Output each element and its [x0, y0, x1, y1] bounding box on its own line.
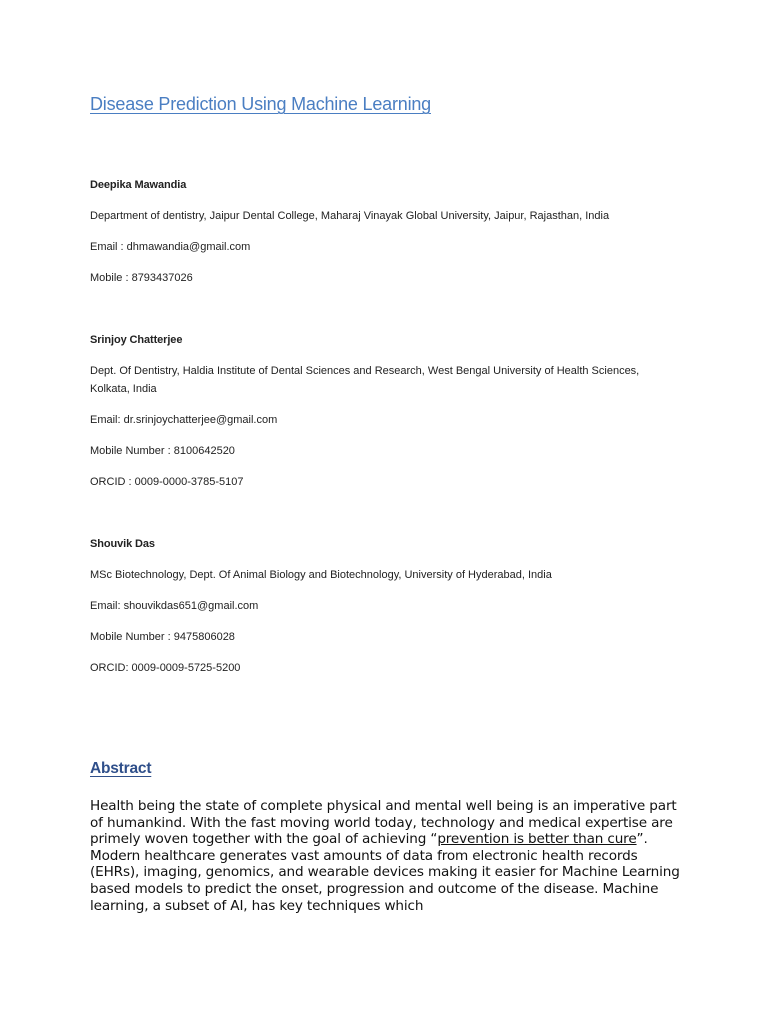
abstract-paragraph — [90, 798, 680, 914]
abstract-quoted-phrase: prevention is better than cure — [437, 831, 637, 848]
author-affiliation: MSc Biotechnology, Dept. Of Animal Biology and Biotechnology, University of Hyderabad, India — [90, 569, 552, 581]
abstract-text-before: Health being the state of complete physical and mental well being is an imperative part of humankind. With the fast moving world today, technology and medical expertise are primely woven together with the goal of achieving “ — [90, 798, 677, 848]
abstract-text-after: ”. Modern healthcare generates vast amounts of data from electronic health records (EHRs), imaging, genomics, and wearable devices making it easier for Machine Learning based models to predict the onset, progression and outcome of the disease. Machine learning, a subset of AI, has key techniques which — [90, 831, 680, 914]
author-affiliation: Dept. Of Dentistry, Haldia Institute of Dental Sciences and Research, West Bengal University of Health Sciences, Kolkata, India — [90, 365, 640, 395]
author-affiliation: Department of dentistry, Jaipur Dental College, Maharaj Vinayak Global University, Jaipur, Rajasthan, India — [90, 210, 610, 222]
author-email: Email: shouvikdas651@gmail.com — [90, 600, 259, 612]
author-name: Deepika Mawandia — [90, 179, 187, 191]
author-name: Shouvik Das — [90, 538, 155, 550]
abstract-heading: Abstract — [90, 760, 152, 777]
author-mobile: Mobile : 8793437026 — [90, 272, 193, 284]
author-name: Srinjoy Chatterjee — [90, 334, 183, 346]
author-mobile: Mobile Number : 9475806028 — [90, 631, 235, 643]
author-email: Email: dr.srinjoychatterjee@gmail.com — [90, 414, 278, 426]
paper-title: Disease Prediction Using Machine Learning — [90, 94, 431, 114]
author-email: Email : dhmawandia@gmail.com — [90, 241, 251, 253]
author-orcid: ORCID: 0009-0009-5725-5200 — [90, 662, 241, 674]
author-orcid: ORCID : 0009-0000-3785-5107 — [90, 476, 244, 488]
author-mobile: Mobile Number : 8100642520 — [90, 445, 235, 457]
